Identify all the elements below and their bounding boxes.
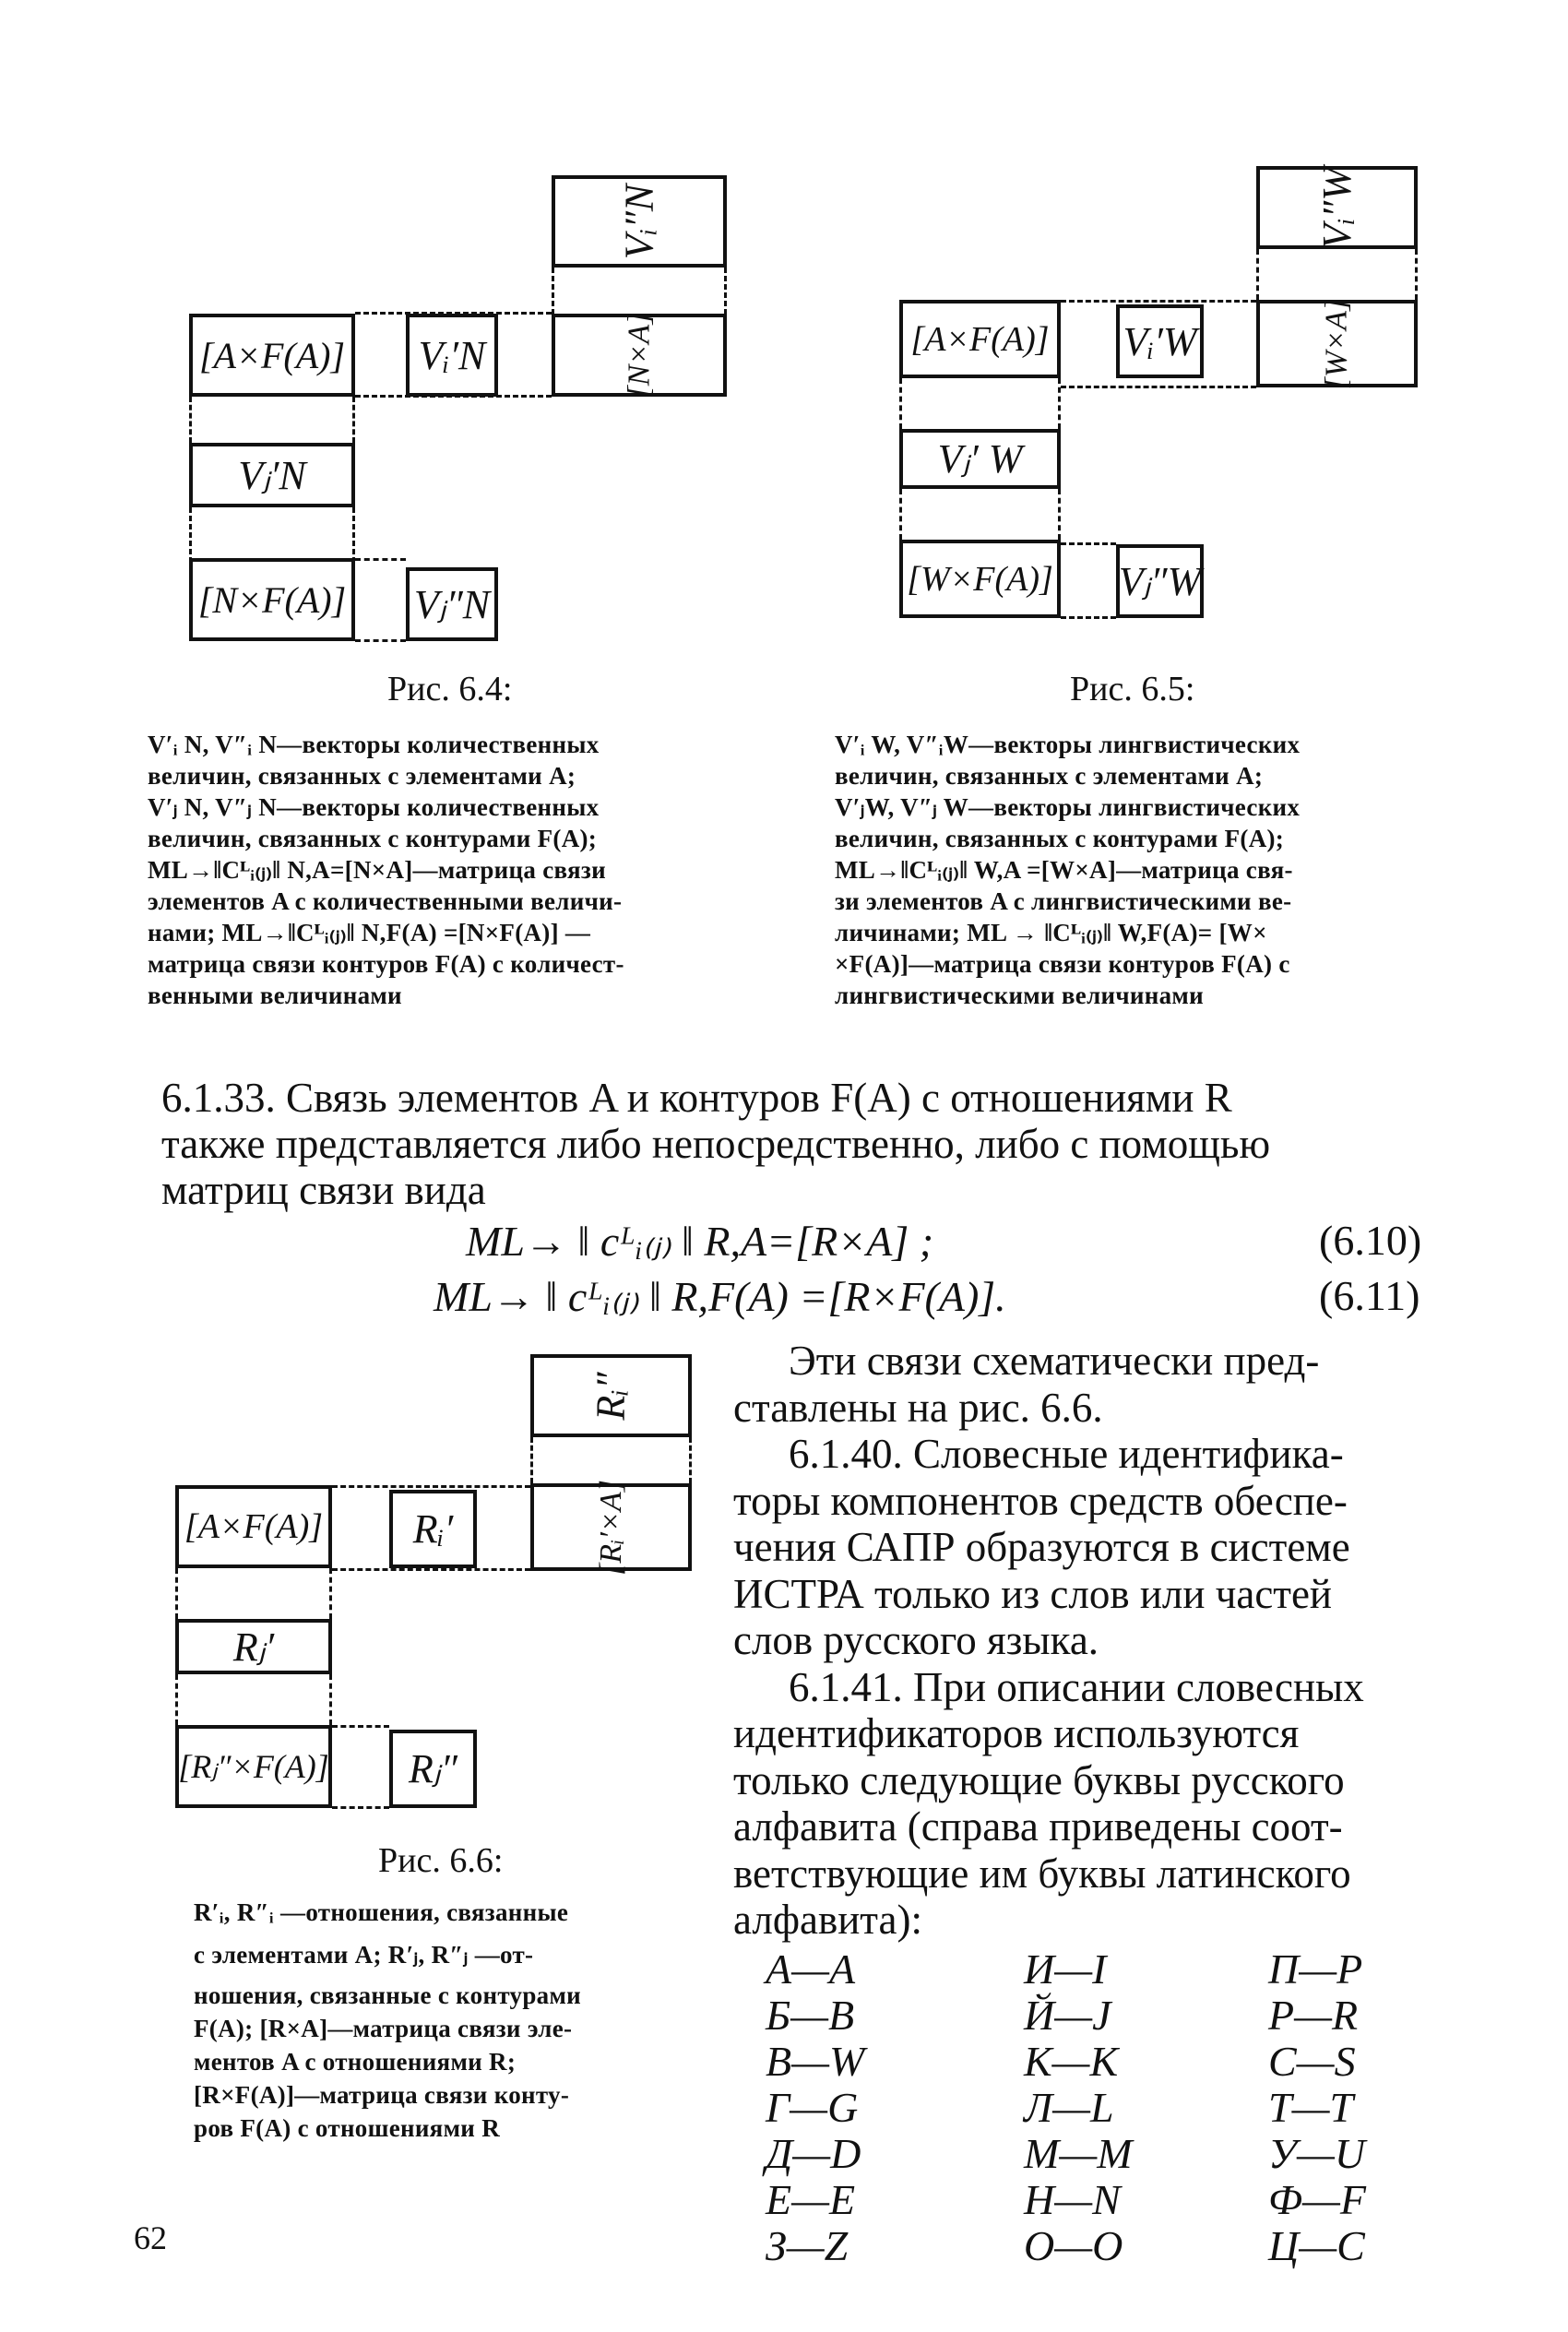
fig64-box-row3: Vⱼ′N — [189, 443, 355, 507]
alphabet-pair: И—I — [1024, 1945, 1107, 1993]
fig65-box-row3: Vⱼ′ W — [899, 429, 1061, 489]
fig64-box-bot-right: Vⱼ″N — [406, 567, 498, 641]
alphabet-pair: С—S — [1268, 2038, 1356, 2085]
fig65-title: Рис. 6.5: — [1070, 670, 1195, 708]
alphabet-pair: Д—D — [766, 2130, 861, 2177]
fig64-caption: V′ᵢ N, V″ᵢ N—векторы количественных величин, связанных с элементами A; V′ⱼ N, V″ⱼ N—векторы количественных величин, связанных с контурами F(A); ML→‖Cᴸᵢ₍ⱼ₎‖ N,A=[N×A]—матрица связи элементов A с количественными величи- нами; ML→‖Cᴸᵢ₍ⱼ₎‖ N,F(A) =[N×F(A)] — матрица связи контуров F(A) с количест- венными величинами — [148, 731, 624, 1009]
fig66-caption: R′ᵢ, R″ᵢ —отношения, связанные с элементами A; R′ⱼ, R″ⱼ —от- ношения, связанные с контурами F(A); [R×A]—матрица связи эле- ментов A с отношениями R; [R×F(A)]—матрица связи конту- ров F(A) с отношениями R — [194, 1898, 582, 2142]
fig64-box-mid-left: [A×F(A)] — [189, 314, 355, 397]
fig66-box-bot-left: [Rⱼ″×F(A)] — [175, 1725, 332, 1808]
alphabet-pair: П—P — [1268, 1945, 1363, 1993]
right-column-text: Эти связи схематически пред- ставлены на рис. 6.6. 6.1.40. Словесные идентифика- торы компонентов средств обеспе- чения САПР образуются в системе ИСТРА только из слов или частей слов русского языка. 6.1.41. При описании словесных идентификаторов используются только следующие буквы русского алфавита (справа приведены соот- ветствующие им буквы латинского алфавита): — [733, 1338, 1364, 1943]
page-number: 62 — [134, 2219, 167, 2256]
fig65-box-bot-left: [W×F(A)] — [899, 540, 1061, 618]
fig64-box-top-right: Vᵢ″N — [552, 175, 727, 268]
alphabet-column-2 — [1024, 1946, 1133, 2269]
alphabet-pair: Ф—F — [1268, 2176, 1366, 2223]
section-6-1-33: 6.1.33. Связь элементов A и контуров F(A) с отношениями R также представляется либо непосредственно, либо с помощью матриц связи вида — [161, 1075, 1271, 1213]
fig66-box-mid-center: Rᵢ′ — [389, 1490, 477, 1568]
alphabet-pair: У—U — [1268, 2130, 1366, 2177]
fig65-box-mid-left: [A×F(A)] — [899, 300, 1061, 378]
alphabet-pair: А—A — [766, 1945, 856, 1993]
alphabet-pair: В—W — [766, 2038, 865, 2085]
alphabet-pair: О—O — [1024, 2222, 1123, 2269]
alphabet-pair: Л—L — [1024, 2084, 1114, 2131]
equation-number-6-11: (6.11) — [1319, 1272, 1420, 1319]
fig66-box-top-right: Rᵢ″ — [530, 1354, 692, 1437]
fig66-box-mid-left: [A×F(A)] — [175, 1485, 332, 1568]
fig65-box-top-right: Vᵢ″W — [1256, 166, 1418, 249]
alphabet-column-1 — [766, 1946, 864, 2269]
alphabet-pair: Б—B — [766, 1992, 855, 2039]
fig64-box-mid-right: [N×A] — [552, 314, 727, 397]
fig66-title: Рис. 6.6: — [378, 1841, 504, 1880]
fig64-box-mid-center: Vᵢ′N — [406, 314, 498, 397]
alphabet-pair: Т—T — [1268, 2084, 1354, 2131]
alphabet-pair: Р—R — [1268, 1992, 1359, 2039]
formula-6-11: ML→ ‖ cᴸᵢ₍ⱼ₎ ‖ R,F(A) =[R×F(A)]. — [434, 1273, 1006, 1320]
alphabet-pair: М—M — [1024, 2130, 1133, 2177]
alphabet-pair: К—K — [1024, 2038, 1119, 2085]
alphabet-pair: Ц—C — [1268, 2222, 1365, 2269]
alphabet-pair: Г—G — [766, 2084, 859, 2131]
alphabet-pair: Н—N — [1024, 2176, 1121, 2223]
alphabet-pair: Е—E — [766, 2176, 856, 2223]
fig66-box-row3: Rⱼ′ — [175, 1619, 332, 1674]
fig66-box-mid-right: [Rᵢ′×A] — [530, 1483, 692, 1571]
alphabet-pair: Й—J — [1024, 1992, 1111, 2039]
fig65-box-mid-center: Vᵢ′W — [1116, 304, 1204, 378]
equation-number-6-10: (6.10) — [1319, 1217, 1422, 1264]
alphabet-pair: З—Z — [766, 2222, 849, 2269]
fig65-box-mid-right: [W×A] — [1256, 300, 1418, 387]
fig65-caption: V′ᵢ W, V″ᵢW—векторы лингвистических величин, связанных с элементами A; V′ⱼW, V″ⱼ W—векторы лингвистических величин, связанных с контурами F(A); ML→‖Cᴸᵢ₍ⱼ₎‖ W,A =[W×A]—матрица свя- зи элементов A с лингвистическими ве- личинами; ML → ‖Cᴸᵢ₍ⱼ₎‖ W,F(A)= [W× ×F(A)]—матрица связи контуров F(A) с лингвистическими величинами — [835, 731, 1301, 1009]
alphabet-column-3 — [1268, 1946, 1366, 2269]
fig64-box-bot-left: [N×F(A)] — [189, 558, 355, 641]
fig64-title: Рис. 6.4: — [387, 670, 513, 708]
formula-6-10: ML→ ‖ cᴸᵢ₍ⱼ₎ ‖ R,A=[R×A] ; — [466, 1218, 934, 1265]
fig65-box-bot-right: Vⱼ″W — [1116, 544, 1204, 618]
fig66-box-bot-right: Rⱼ″ — [389, 1730, 477, 1808]
